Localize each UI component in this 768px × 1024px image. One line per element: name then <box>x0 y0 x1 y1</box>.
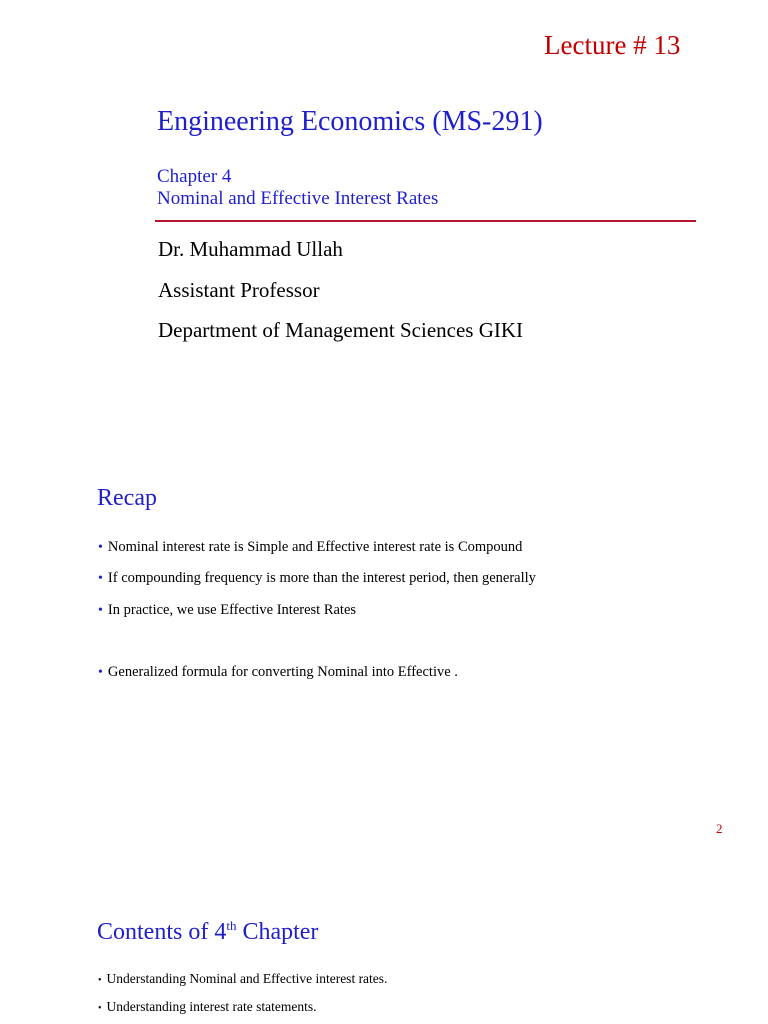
bullet-icon: • <box>98 571 103 586</box>
contents-bullet-text: Understanding Nominal and Effective interest rates. <box>106 971 388 986</box>
author-position: Assistant Professor <box>158 278 320 302</box>
bullet-icon: • <box>98 540 103 555</box>
course-title: Engineering Economics (MS-291) <box>157 106 543 137</box>
author-name: Dr. Muhammad Ullah <box>158 237 343 261</box>
contents-heading-text-end: Chapter <box>236 919 319 945</box>
chapter-title: Nominal and Effective Interest Rates <box>157 188 439 209</box>
title-divider <box>155 220 696 222</box>
bullet-icon: • <box>98 975 102 986</box>
recap-bullet <box>98 539 522 556</box>
bullet-icon: • <box>98 603 103 618</box>
recap-bullet-text: Nominal interest rate is Simple and Effective interest rate is Compound <box>107 539 523 555</box>
recap-bullet <box>98 570 536 587</box>
contents-heading-sup: th <box>226 918 237 933</box>
contents-bullet <box>98 971 387 987</box>
author-department: Department of Management Sciences GIKI <box>158 318 524 342</box>
recap-bullet-text: In practice, we use Effective Interest Rates <box>107 602 357 618</box>
lecture-number: Lecture # 13 <box>544 30 681 60</box>
page-number: 2 <box>716 821 723 836</box>
contents-bullet-text: Understanding interest rate statements. <box>106 999 317 1014</box>
chapter-label: Chapter 4 <box>157 166 232 187</box>
contents-heading-text: Contents of 4 <box>97 919 227 945</box>
recap-heading: Recap <box>97 485 157 511</box>
contents-heading <box>97 918 318 946</box>
contents-bullet <box>98 999 316 1015</box>
recap-bullet-text: Generalized formula for converting Nominal into Effective . <box>107 664 458 680</box>
recap-bullet <box>98 664 458 681</box>
bullet-icon: • <box>98 665 103 680</box>
recap-bullet <box>98 602 356 619</box>
bullet-icon: • <box>98 1003 102 1014</box>
recap-bullet-text: If compounding frequency is more than the interest period, then generally <box>107 570 536 586</box>
